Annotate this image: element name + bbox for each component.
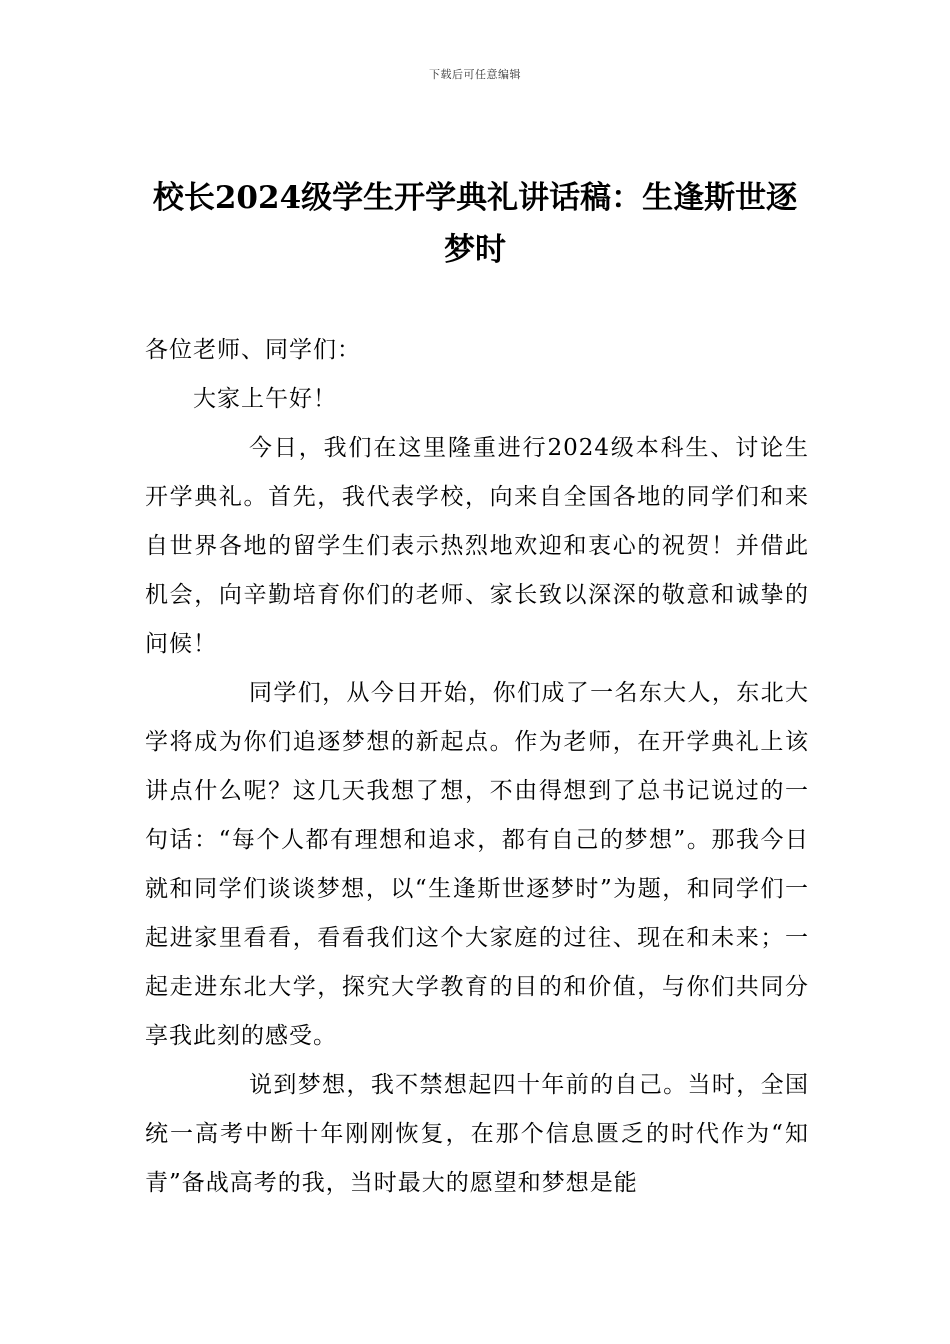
hello-line: 大家上午好！	[193, 386, 337, 412]
header-note: 下载后可任意编辑	[429, 68, 521, 81]
paragraph-2: 同学们，从今日开始，你们成了一名东大人，东北大学将成为你们追逐梦想的新起点。作为老师，在开学典礼上该讲点什么呢？这几天我想了想，不由得想到了总书记说过的一句话：“每个人都有理想和追求，都有自己的梦想”。那我今日就和同学们谈谈梦想，以“生逢斯世逐梦时”为题，和同学们一起进家里看看，看看我们这个大家庭的过往、现在和未来；一起走进东北大学，探究大学教育的目的和价值，与你们共同分享我此刻的感受。	[145, 680, 809, 1049]
greeting: 各位老师、同学们：	[145, 337, 361, 363]
paragraph-3: 说到梦想，我不禁想起四十年前的自己。当时，全国统一高考中断十年刚刚恢复，在那个信息匮乏的时代作为“知青”备战高考的我，当时最大的愿望和梦想是能	[145, 1072, 809, 1196]
document-title: 校长2024级学生开学典礼讲话稿：生逢斯世逐梦时	[152, 180, 798, 268]
paragraph-1: 今日，我们在这里隆重进行2024级本科生、讨论生开学典礼。首先，我代表学校，向来自全国各地的同学们和来自世界各地的留学生们表示热烈地欢迎和衷心的祝贺！并借此机会，向辛勤培育你们的老师、家长致以深深的敬意和诚挚的问候！	[145, 435, 809, 657]
